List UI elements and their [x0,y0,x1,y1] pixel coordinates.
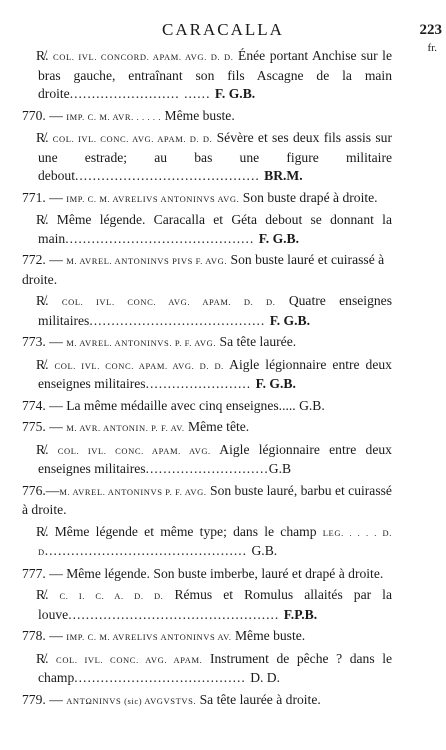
list-item: 771. — IMP. C. M. AVRELIVS ANTONINVS AVG. Son buste drapé à droite. [22,189,378,205]
list-item: 775. — M. AVR. ANTONIN. P. F. AV. Même tête. [22,419,250,434]
list-item: R̸. COL. IVL. CONC. AVG. APAM. Instrument de pêche ? dans le champ....................................... D. D. [36,650,393,685]
list-item: R̸. Même légende. Caracalla et Géta debout se donnant la main........................................... F. G.B. [36,212,392,246]
running-header [0,20,446,54]
currency-label: fr. [427,42,437,54]
list-item: R̸. COL. IVL. CONC. APAM. AVG. D. D. Aigle légionnaire entre deux enseignes militaires........................ F. G.B. [36,356,392,391]
list-item: R̸. COL. IVL. CONCORD. APAM. AVG. D. D. Énée portant Anchise sur le bras gauche, entraînant son fils Ascagne de la main droite......................... ...... F. G.B. [36,48,392,101]
list-item: 779. — ANTΩNINVS (sic) AVGVSTVS. Sa tête laurée à droite. [22,691,321,707]
list-item: R̸. Même légende et même type; dans le champ LEG. . . . . D. D.............................................. G.B. [36,523,392,558]
page-title: CARACALLA [162,20,284,39]
list-item: 774. — La même médaille avec cinq enseignes..... G.B. [22,397,325,413]
list-item: 770. — IMP. C. M. AVR. . . . . . Même buste. [22,107,235,123]
list-item: 777. — Même légende. Son buste imberbe, lauré et drapé à droite. [22,565,384,581]
list-item: 776.—M. AVREL. ANTONINVS P. F. AVG. Son buste lauré, barbu et cuirassé à droite. [22,482,392,517]
list-item: R̸. COL. IVL. CONC. AVG. APAM. D. D. Sévère et ses deux fils assis sur une estrade; au bas une figure militaire debout.......................................... BR.M. [36,130,392,183]
list-item: 772. — M. AVREL. ANTONINVS PIVS F. AVG. Son buste lauré et cuirassé à droite. [22,252,385,287]
list-item: 778. — IMP. C. M. AVRELIVS ANTONINVS AV. Même buste. [22,628,306,643]
list-item: R̸. COL. IVL. CONC. APAM. AVG. Aigle légionnaire entre deux enseignes militaires............................G.B [36,441,392,476]
catalogue-body [22,47,392,713]
list-item: 773. — M. AVREL. ANTONINVS. P. F. AVG. Sa tête laurée. [22,334,297,349]
list-item: R̸. COL. IVL. CONC. AVG. APAM. D. D. Quatre enseignes militaires........................................ F. G.B. [36,293,392,328]
list-item: R̸. C. I. C. A. D. D. Rémus et Romulus allaités par la louve................................................ F.P.B. [36,587,392,622]
page-number: 223 [419,22,442,38]
